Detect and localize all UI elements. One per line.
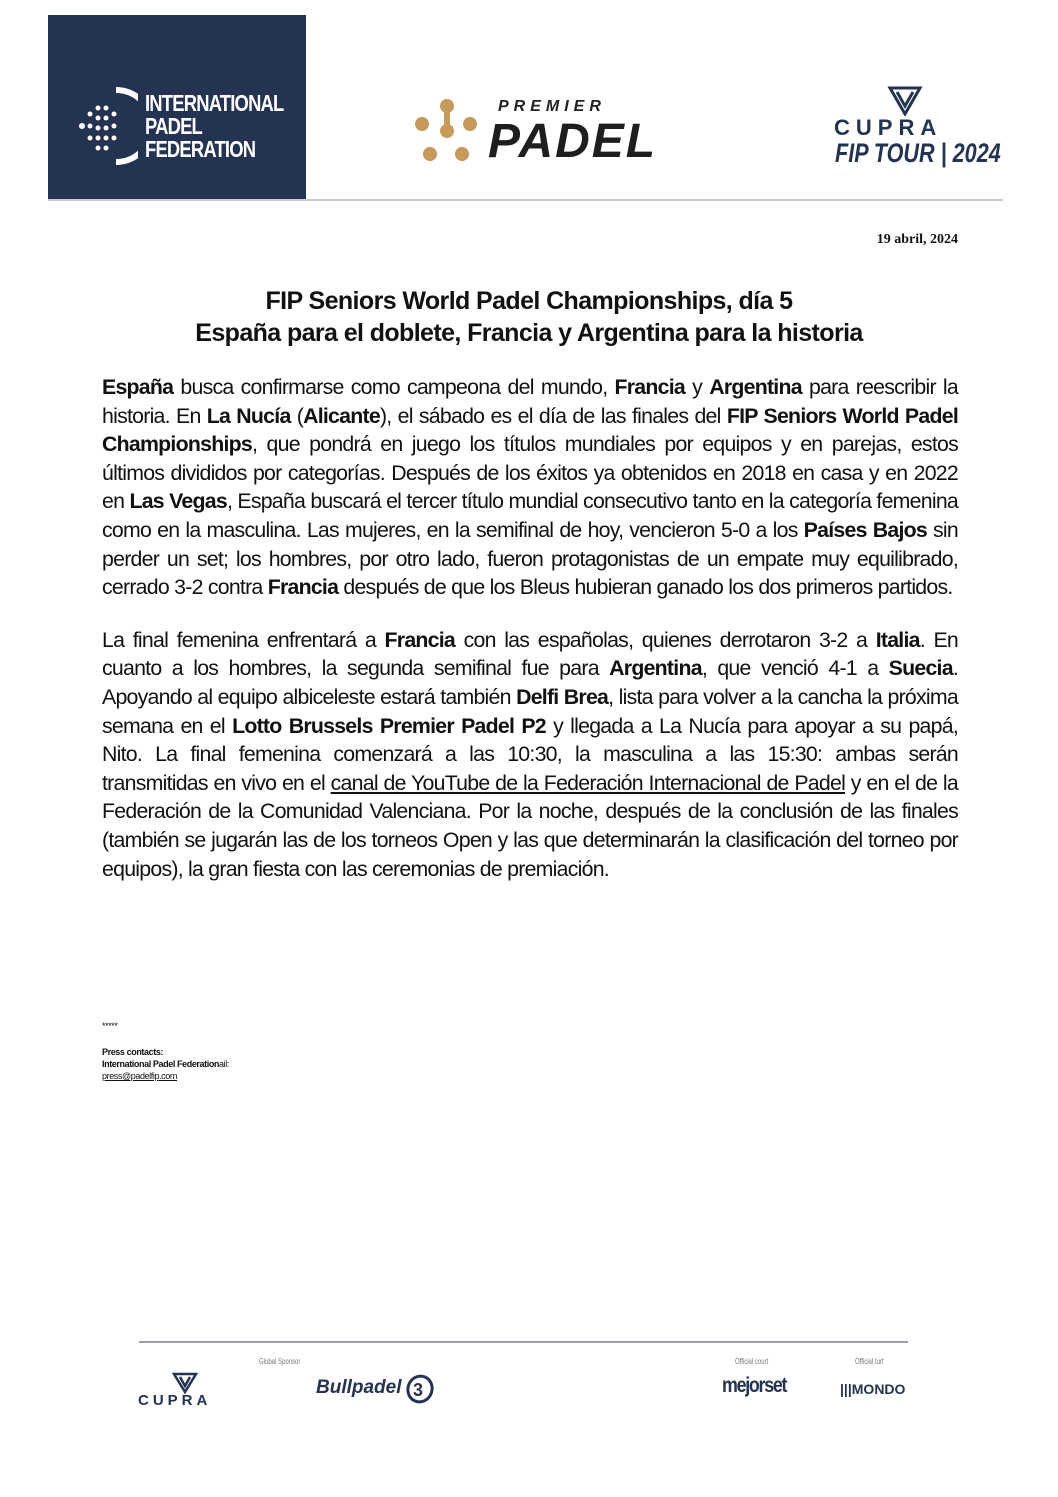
text-segment: y [685,375,710,399]
ipf-ball-icon [78,86,138,166]
press-contacts [102,1020,229,1082]
text-segment: después de que los Bleus hubieran ganado los dos primeros partidos. [338,575,953,600]
text-segment: , que venció 4-1 a [701,656,889,681]
contacts-heading: Press contacts: [102,1047,164,1057]
contacts-org: International Padel Federation [102,1059,220,1069]
bold-text: FIP Seniors World Padel Championships [102,403,959,457]
bold-text: Delfi Brea [516,684,609,709]
premier-padel-logo-main: PADEL [488,115,658,168]
footer-mondo-logo: |||MONDO [840,1381,906,1397]
text-segment: y llegada a La Nucía para apoyar a su papá, Nito. La final femenina comenzará a las 10:30, la masculina a las 15:30: ambas serán transmitidas en vivo en el [102,713,958,795]
bold-text: Argentina [709,375,802,399]
svg-text:3: 3 [413,1380,424,1400]
global-sponsor-label: Global Sponsor [259,1357,301,1366]
bold-text: Francia [614,375,686,399]
text-segment: ), el sábado es el día de las finales del [379,403,727,428]
footer-divider [139,1341,908,1343]
contacts-org-suffix: ail: [219,1059,229,1069]
page-title [0,285,1058,349]
bold-text: Francia [384,627,456,652]
fip-tour-year: 2024 [952,138,1001,168]
bullpadel-b-icon [404,1374,436,1404]
press-date: 19 abril, 2024 [876,232,958,247]
text-segment: con las españolas, quienes derrotaron 3-2 a [455,627,876,652]
article-body [102,373,958,907]
title-line-1: FIP Seniors World Padel Championships, día 5 [265,287,793,315]
bold-text: La Nucía [206,403,291,428]
youtube-channel-link[interactable]: canal de YouTube de la Federación Internacional de Padel [330,770,846,795]
text-segment: ( [290,403,304,428]
article-paragraph [102,626,958,883]
contacts-email-link[interactable]: press@padelfip.com [102,1071,177,1081]
fip-tour-logo: FIP TOUR | 2024 [835,138,1001,168]
text-segment: . Apoyando al equipo albiceleste estará también [102,656,958,709]
bold-text: Países Bajos [803,517,927,542]
footer-bullpadel-logo: Bullpadel [316,1377,402,1398]
article-paragraph [102,373,958,602]
premier-padel-logo-top: PREMIER [498,98,606,115]
bold-text: Francia [267,575,339,600]
title-line-2: España para el doblete, Francia y Argentina para la historia [195,319,863,347]
text-segment: , que pondrá en juego los títulos mundiales por equipos y en parejas, estos últimos divididos por categorías. Después de los éxitos ya obtenidos en 2018 en casa y en 2022 en [102,432,958,514]
text-segment: busca confirmarse como campeona del mundo, [173,375,615,399]
bold-text: Lotto Brussels Premier Padel P2 [232,713,546,738]
text-segment: y en el de la Federación de la Comunidad Valenciana. Por la noche, después de la conclusión de las finales (también se jugarán las de los torneos Open y las que determinarán la clasificación del torneo por equipos), la gran fiesta con las ceremonias de premiación. [102,770,959,881]
text-segment: . En cuanto a los hombres, la segunda semifinal fue para [102,627,958,681]
ipf-logo-line: FEDERATION [145,136,256,162]
cupra-emblem-icon [835,86,975,116]
bold-text: Suecia [888,656,953,681]
text-segment: sin perder un set; los hombres, por otro lado, fueron protagonistas de un empate muy equilibrado, cerrado 3-2 contra [102,517,958,600]
text-segment: La final femenina enfrentará a [102,627,385,652]
fip-tour-text: FIP TOUR [835,138,935,168]
bold-text: Italia [875,627,920,652]
ipf-logo-line: PADEL [145,113,202,139]
text-segment: , lista para volver a la cancha la próxima semana en el [102,684,958,738]
cupra-logo-text: CUPRA [834,115,943,140]
footer-mejorset-logo: mejorset [722,1374,787,1397]
bold-text: España [102,375,174,399]
text-segment: para reescribir la historia. En [102,375,959,428]
bold-text: Las Vegas [129,489,227,514]
ipf-logo-line: INTERNATIONAL [145,90,284,116]
footer-cupra-logo: CUPRA [138,1392,212,1409]
ipf-logo-text [145,92,284,161]
premier-padel-star-icon [412,96,482,166]
cupra-footer-emblem-icon [172,1372,198,1394]
bold-text: Alicante [303,403,380,428]
bold-text: Argentina [609,656,702,681]
official-turf-label: Official turf [855,1357,884,1366]
text-segment: , España buscará el tercer título mundial consecutivo tanto en la categoría femenina como en la masculina. Las mujeres, en la semifinal de hoy, vencieron 5-0 a los [102,489,959,542]
separator-stars: ***** [102,1021,118,1031]
official-court-label: Official court [735,1357,769,1366]
mondo-text: MONDO [851,1381,906,1397]
header-divider [48,199,1003,201]
